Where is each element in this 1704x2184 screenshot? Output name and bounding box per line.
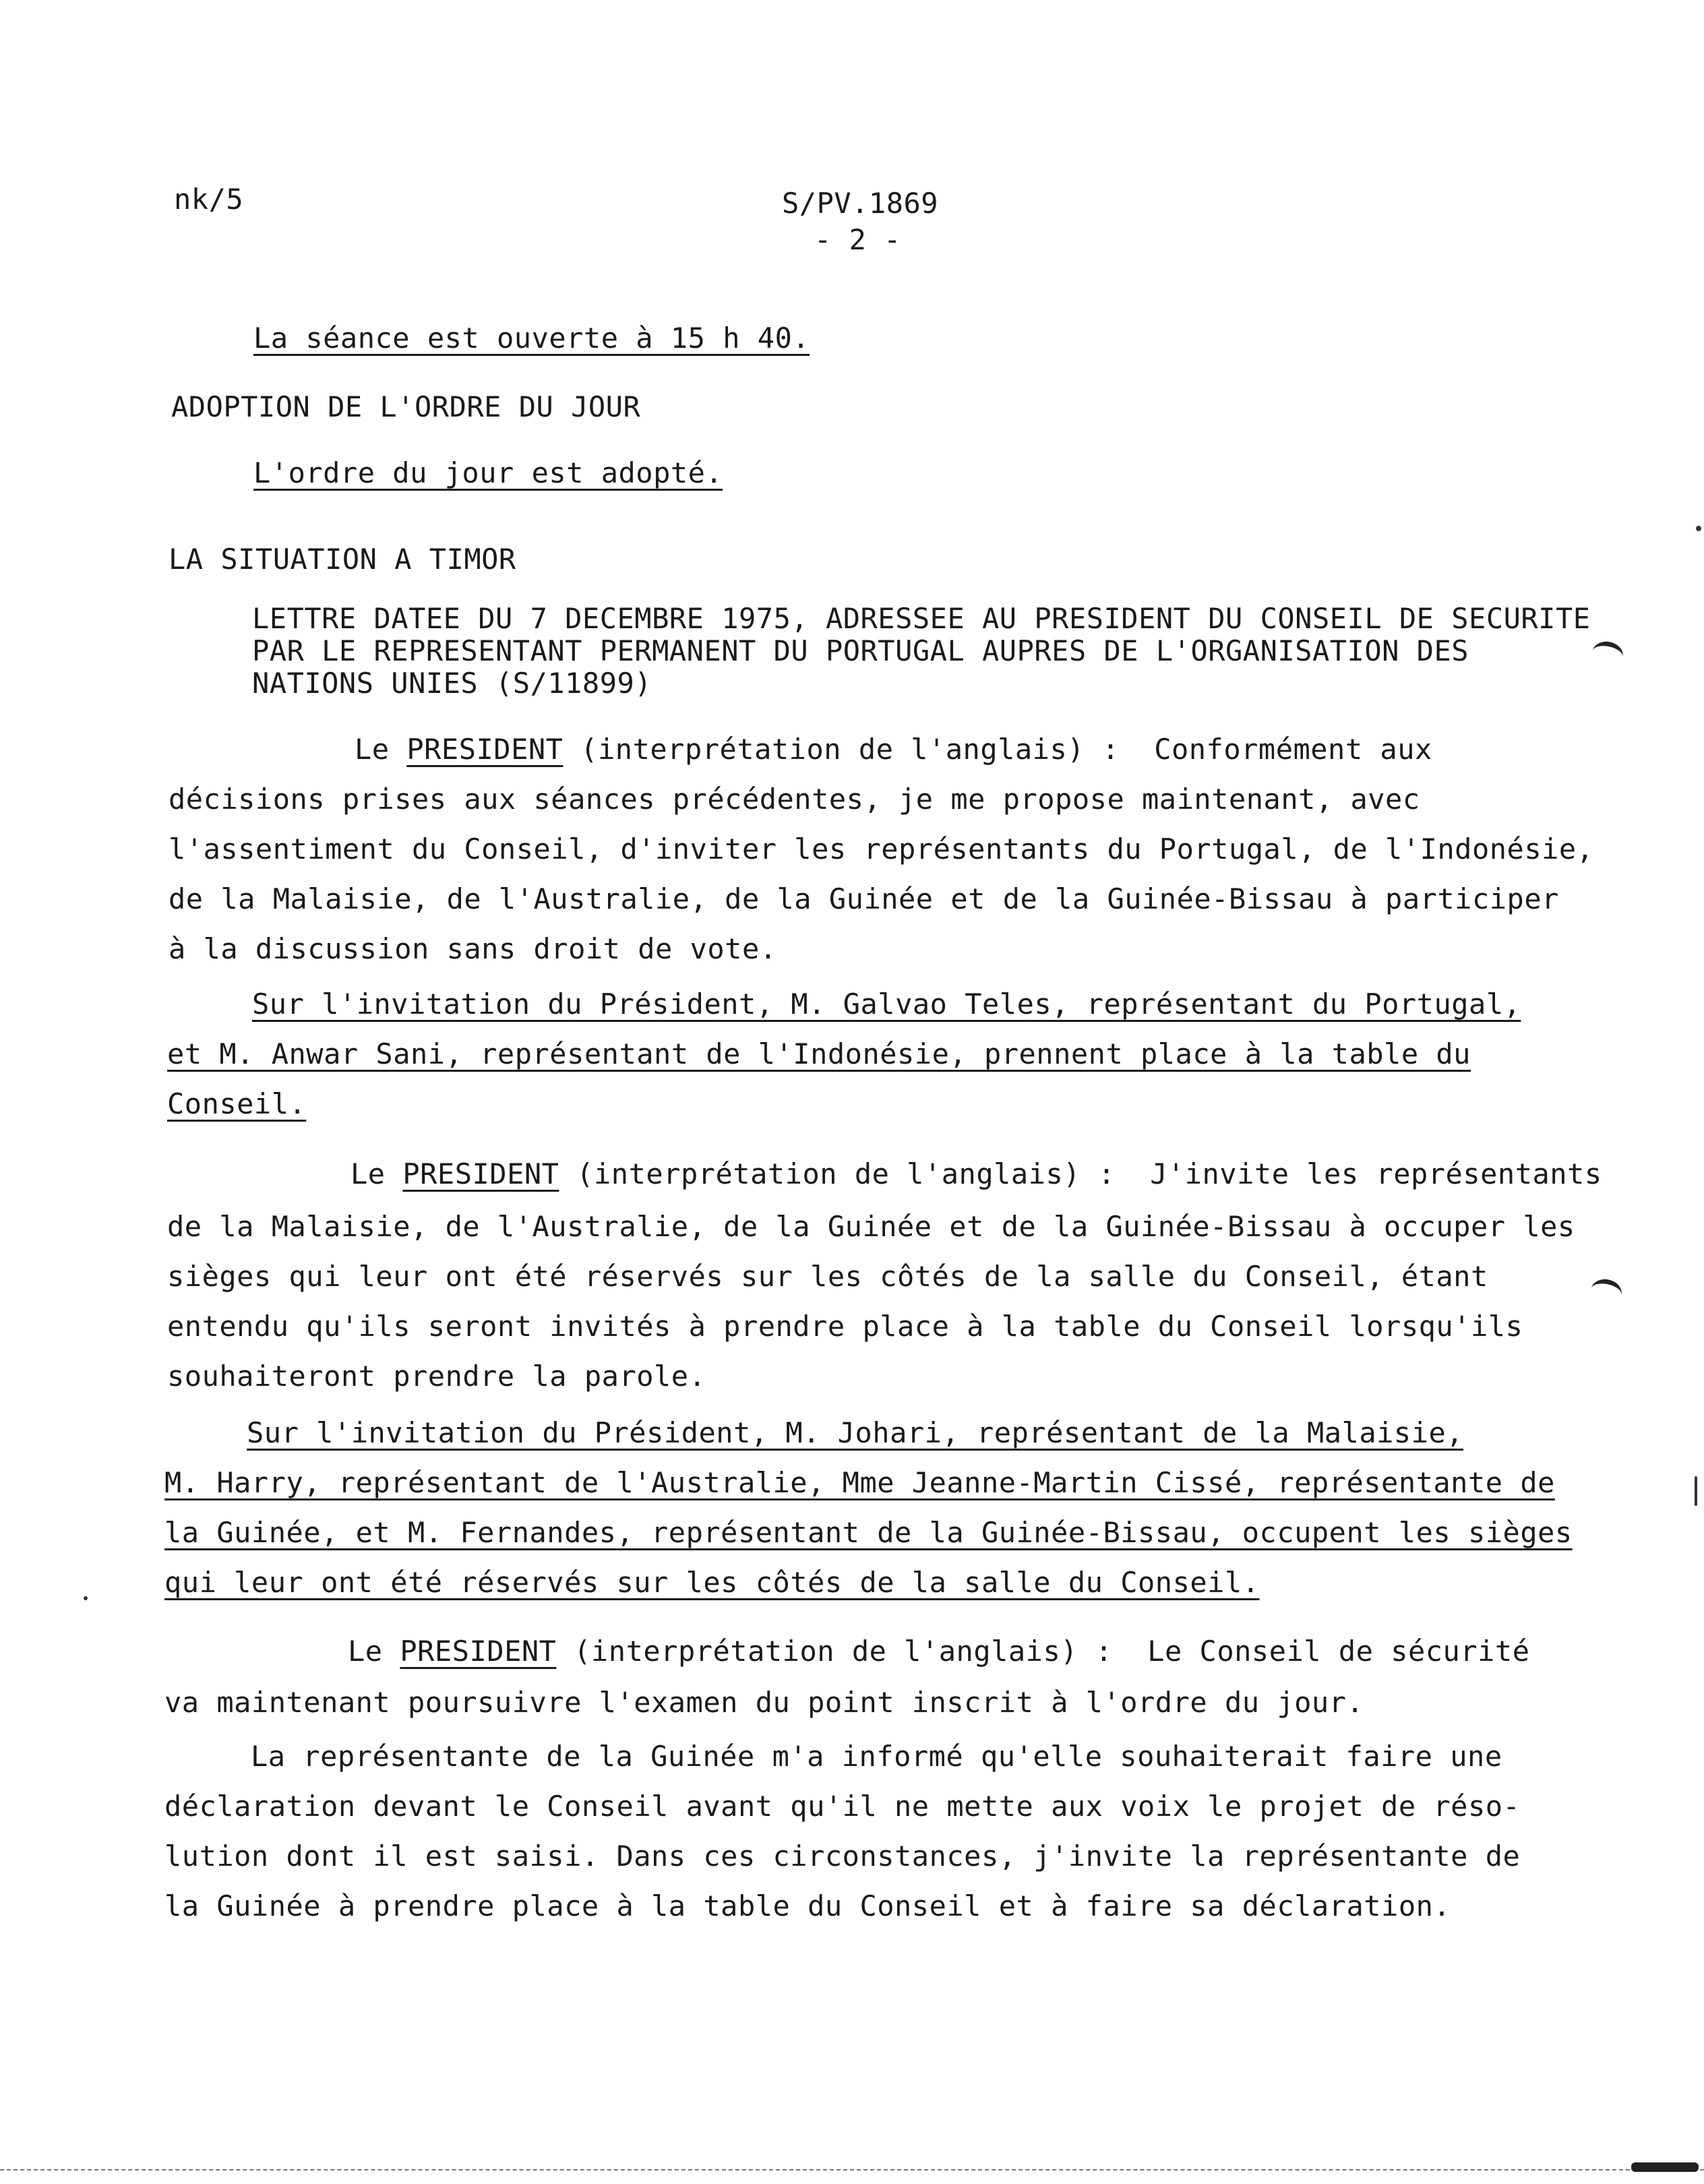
statement-text: Conformément aux: [1154, 733, 1432, 766]
statement-line: la Guinée à prendre place à la table du Conseil et à faire sa déclaration.: [164, 1889, 1451, 1922]
statement-line: entendu qu'ils seront invités à prendre place à la table du Conseil lorsqu'ils: [167, 1310, 1523, 1343]
statement-text: Le Conseil de sécurité: [1147, 1635, 1530, 1668]
speaker-name: PRESIDENT: [400, 1635, 557, 1668]
statement-line: décisions prises aux séances précédentes, je me propose maintenant, avec: [169, 783, 1420, 816]
statement-line: souhaiteront prendre la parole.: [167, 1360, 706, 1393]
statement-line: de la Malaisie, de l'Australie, de la Guinée et de la Guinée-Bissau à participer: [169, 882, 1559, 915]
president-statement-lead: [348, 1634, 1529, 1669]
doc-symbol: S/PV.1869: [782, 187, 939, 220]
section-heading-timor: LA SITUATION A TIMOR: [169, 543, 516, 576]
president-statement-lead: [355, 732, 1432, 767]
statement-line: à la discussion sans droit de vote.: [169, 932, 777, 965]
letter-subheading-line: NATIONS UNIES (S/11899): [252, 667, 652, 700]
statement-line: va maintenant poursuivre l'examen du point inscrit à l'ordre du jour.: [164, 1686, 1364, 1719]
speaker-name: PRESIDENT: [402, 1157, 559, 1190]
letter-subheading-line: PAR LE REPRESENTANT PERMANENT DU PORTUGAL AUPRES DE L'ORGANISATION DES: [252, 634, 1469, 667]
speaker-prefix: Le: [355, 733, 407, 766]
procedural-note-line: la Guinée, et M. Fernandes, représentant de la Guinée-Bissau, occupent les sièges: [164, 1516, 1573, 1549]
edge-mark: [1696, 526, 1701, 531]
page-number: - 2 -: [814, 223, 901, 256]
bottom-edge-line: [0, 2169, 1704, 2171]
interpretation-note: (interprétation de l'anglais) :: [576, 1157, 1116, 1190]
margin-mark: [1590, 639, 1626, 670]
president-statement-lead: [351, 1157, 1602, 1192]
letter-subheading-line: LETTRE DATEE DU 7 DECEMBRE 1975, ADRESSEE AU PRESIDENT DU CONSEIL DE SECURITE: [252, 602, 1591, 635]
statement-line: La représentante de la Guinée m'a informé qu'elle souhaiterait faire une: [251, 1740, 1502, 1773]
speaker-prefix: Le: [348, 1635, 400, 1668]
procedural-note-line: Sur l'invitation du Président, M. Galvao Teles, représentant du Portugal,: [252, 988, 1521, 1021]
interpretation-note: (interprétation de l'anglais) :: [574, 1635, 1113, 1668]
header-ref: nk/5: [174, 183, 244, 216]
statement-line: déclaration devant le Conseil avant qu'il ne mette aux voix le projet de réso-: [164, 1790, 1521, 1823]
speaker-prefix: Le: [351, 1157, 403, 1190]
statement-text: J'invite les représentants: [1150, 1157, 1602, 1190]
margin-mark: [1589, 1277, 1624, 1308]
edge-mark: [1695, 1476, 1697, 1506]
statement-line: l'assentiment du Conseil, d'inviter les représentants du Portugal, de l'Indonésie,: [169, 832, 1594, 866]
speaker-name: PRESIDENT: [406, 733, 564, 766]
statement-line: sièges qui leur ont été réservés sur les côtés de la salle du Conseil, étant: [167, 1260, 1488, 1293]
procedural-note-line: M. Harry, représentant de l'Australie, Mme Jeanne-Martin Cissé, représentante de: [164, 1466, 1555, 1499]
statement-line: de la Malaisie, de l'Australie, de la Guinée et de la Guinée-Bissau à occuper les: [167, 1210, 1575, 1243]
statement-line: lution dont il est saisi. Dans ces circonstances, j'invite la représentante de: [164, 1840, 1521, 1873]
edge-mark: [84, 1596, 88, 1600]
bottom-edge-mark: [1631, 2162, 1699, 2172]
procedural-note-line: Conseil.: [167, 1087, 307, 1120]
procedural-note-line: Sur l'invitation du Président, M. Johari, représentant de la Malaisie,: [247, 1416, 1464, 1449]
procedural-note-line: qui leur ont été réservés sur les côtés de la salle du Conseil.: [164, 1566, 1260, 1599]
session-opening: La séance est ouverte à 15 h 40.: [253, 322, 810, 355]
procedural-note-line: et M. Anwar Sani, représentant de l'Indonésie, prennent place à la table du: [167, 1037, 1471, 1070]
interpretation-note: (interprétation de l'anglais) :: [580, 733, 1120, 766]
section-heading-adoption: ADOPTION DE L'ORDRE DU JOUR: [171, 390, 641, 423]
agenda-adopted-note: L'ordre du jour est adopté.: [253, 456, 723, 489]
